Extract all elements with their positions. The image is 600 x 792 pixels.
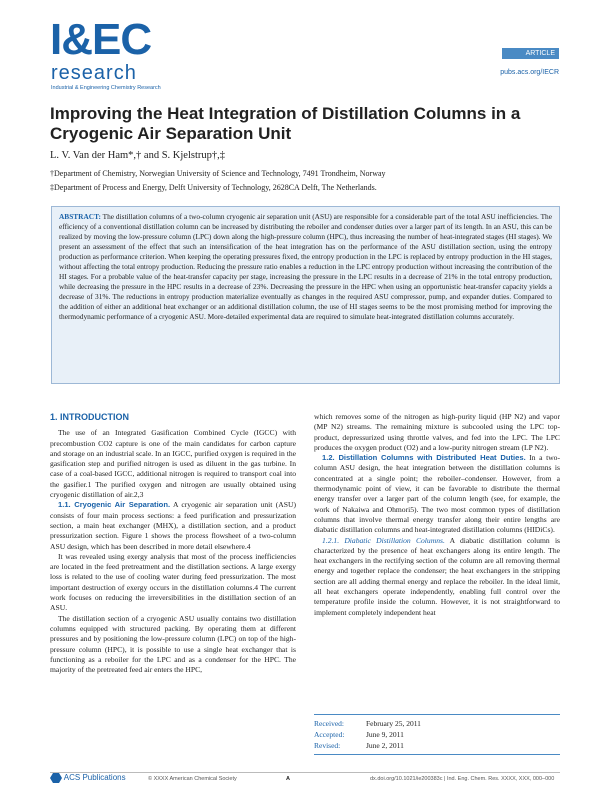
article-history [314,718,421,751]
footer-page-number: A [286,776,290,782]
acs-publications-label: ACS Publications [63,773,126,783]
intro-paragraph-1: The use of an Integrated Gasification Combined Cycle (IGCC) with precombustion CO2 capture is one of the main candidates for carbon capture and storage on an industrial scale. In an IGCC, purified oxygen is required in the gasification step and purified nitrogen is used as diluent in the gas turbine. In case of a coal-based IGCC, additional nitrogen is required to transport coal into the gasifier.1 The purified oxygen and nitrogen are usually obtained using cryogenic distillation of air.2,3 [50,428,296,500]
section-heading-introduction: 1. INTRODUCTION [50,412,130,422]
right-paragraph-3: A diabatic distillation column is characterized by the presence of heat exchangers along its entire length. The heat exchangers in the rectifying section of the column are all removing thermal energy and together replace the condenser; the heat exchangers in the stripping section are all adding thermal energy and replace the reboiler. In the ideal limit, all heat exchangers operate independently, enabling full control over the temperature profile inside the column. However, it is not straightforward to implement completely independent heat [314,535,561,617]
intro-paragraph-4: The distillation section of a cryogenic ASU usually contains two distillation columns equipped with structured packing. By operating them at different pressures and by positioning the low-pressure column (LPC) on top of the high-pressure column (HPC), it is possible to use a single heat exchanger that is functioning as a reboiler for the LPC and as a condenser for the HPC. The majority of the pretreated feed air enters the HPC, [50,613,296,675]
article-badge: ARTICLE [502,48,559,59]
journal-logo: I&EC [50,15,152,64]
affiliation-2: ‡Department of Process and Energy, Delft University of Technology, 2628CA Delft, The Netherlands. [50,183,377,192]
history-accepted: Accepted: June 9, 2011 [314,730,404,739]
history-received: Received: February 25, 2011 [314,719,421,728]
intro-paragraph-3: It was revealed using exergy analysis that most of the process inefficiencies are located in the feed pretreatment and the distillation sections. A large exergy loss is related to the use of cooling water during feed pressurization. The most important destruction of exergy occurs in the distillation columns.4 The current work focuses on reducing the irreversibilities in the distillation section of an ASU. [50,551,296,613]
right-paragraph-2: In a two-column ASU design, the heat integration between the distillation columns is concentrated at a single point; the reboiler–condenser. However, from a thermodynamic point of view, it can be favorable to distribute the thermal energy transfer over a larger part of the column length (see, for example, the work of Nakaiwa and Ohmori5). The two most common types of distillation columns that involve thermal energy transfer along their entire lengths are diabatic distillation columns and heat-integrated distillation columns (HIDiCs). [314,453,561,535]
left-column [50,412,296,675]
abstract-text: The distillation columns of a two-column cryogenic air separation unit (ASU) are responsible for a considerable part of the total ASU inefficiencies. The efficiency of a conventional distillation column can be increased by distributing the reboiler and condenser duties over a larger part of its length. In an ASU, this can be realized by moving the low-pressure column (LPC) down along the high-pressure column (HPC), thus increasing the number of heat-integrated stages (HI stages). We present an assessment of the effect that such an intensification of the heat integration has on the performance of the ASU distillation section, using the entropy production as performance criterion. When keeping the operating pressures fixed, the entropy production in the LPC is replaced by entropy production in the HI stages, without affecting the total entropy production. Reducing the pressure ratio enables a reduction in the LPC entropy production without increasing the contribution of the HI stages. For a probable value of the heat-transfer capacity per stage, increasing the pressure in the LPC results in a decrease of 21% in the total entropy production, while decreasing the pressure in the HPC results in a decrease of 23%. Decreasing the pressure in the HPC when using an opportunistic heat-transfer capacity yields a decrease of 31%. The reductions in entropy production materialize eventually as changes in the required ASU compressor, pump, and expander duties. Compared to the addition of either an additional heat exchanger or an additional distillation column, the use of HI stages seems to be the most promising method for improving the thermodynamic performance of a cryogenic ASU. More-detailed experimental data are required to simulate heat-integrated distillation columns accurately. [59,212,552,321]
journal-logo-subtitle: Industrial & Engineering Chemistry Research [51,85,161,91]
journal-url-link[interactable]: pubs.acs.org/IECR [500,69,559,76]
journal-logo-research: research [51,62,137,84]
right-paragraph-1: which removes some of the nitrogen as high-purity liquid (HP N2) and vapor (MP N2) streams. The remaining mixture is subcooled using the LPC top-product, depressurized using throttle valves, and fed into the LPC. The LPC produces the oxygen product (O2) and a low-purity nitrogen stream (LP N2). [314,412,560,452]
affiliation-1: †Department of Chemistry, Norwegian University of Science and Technology, 7491 Trondheim, Norway [50,169,386,178]
footer-rule [50,772,560,773]
acs-hex-icon [50,773,62,783]
footer-doi-link[interactable]: dx.doi.org/10.1021/ie200383c | Ind. Eng. Chem. Res. XXXX, XXX, 000–000 [370,776,555,782]
acs-publications-logo [50,773,126,783]
abstract-box [51,206,560,384]
history-revised: Revised: June 2, 2011 [314,741,404,750]
subsubsection-heading-diabatic: 1.2.1. Diabatic Distillation Columns. [322,535,445,545]
abstract-label: ABSTRACT: [59,212,101,221]
history-rule-top [314,714,560,715]
article-title: Improving the Heat Integration of Distillation Columns in a Cryogenic Air Separation Unit [50,104,521,143]
author-list: L. V. Van der Ham*,† and S. Kjelstrup†,‡ [50,150,225,161]
history-rule-bottom [314,754,560,755]
intro-paragraph-2: A cryogenic air separation unit (ASU) consists of four main process sections: a feed purification and pressurization section, a main heat exchanger (MHX), a distillation section, and a product pressurization section. Figure 1 shows the process flowsheet of a two-column ASU design, which has been described in more detail elsewhere.4 [50,500,296,551]
footer-copyright: © XXXX American Chemical Society [148,776,237,782]
subsection-heading-cryogenic: 1.1. Cryogenic Air Separation. [58,500,171,510]
right-column [314,412,560,618]
subsection-heading-distributed: 1.2. Distillation Columns with Distributed Heat Duties. [322,453,526,463]
